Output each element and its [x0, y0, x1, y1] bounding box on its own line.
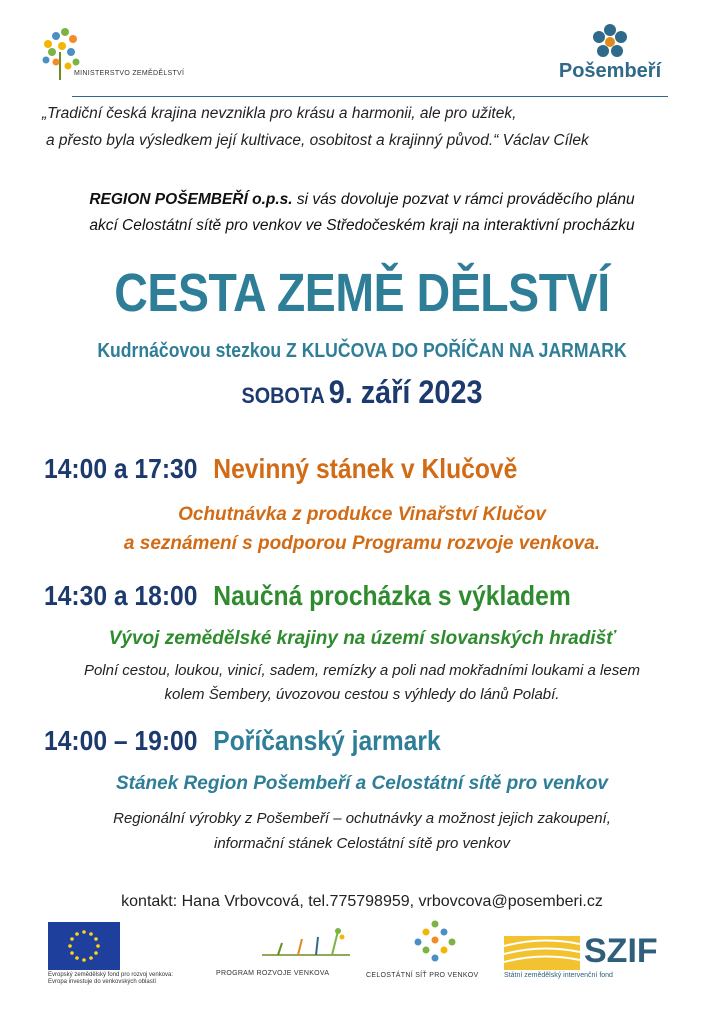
quote-line-1: „Tradiční česká krajina nevznikla pro krásu a harmonii, ale pro užitek, — [42, 105, 517, 122]
invitation-text: si vás dovoluje pozvat v rámci prováděcího plánu — [292, 191, 635, 208]
header-divider — [72, 96, 668, 97]
szif-label: SZIF — [584, 932, 658, 970]
event-time: 14:30 a 18:00 — [44, 580, 198, 611]
contact-info: kontakt: Hana Vrbovcová, tel.775798959, vrbovcova@posemberi.cz — [121, 893, 603, 910]
event-date — [36, 374, 688, 411]
event-3-description-2: informační stánek Celostátní sítě pro venkov — [214, 835, 510, 852]
event-title: Poříčanský jarmark — [213, 725, 441, 756]
ministry-label: MINISTERSTVO ZEMĚDĚLSTVÍ — [74, 70, 185, 77]
posemberi-label: Pošembeří — [558, 60, 662, 82]
event-2-description-2: kolem Šembery, úvozovou cestou s výhledy do lánů Polabí. — [164, 686, 560, 703]
eu-caption-line-2: Evropa investuje do venkovských oblastí — [48, 979, 157, 985]
event-title: Nevinný stánek v Klučově — [213, 453, 518, 484]
eu-caption-line-1: Evropský zemědělský fond pro rozvoj venkova: — [48, 972, 174, 978]
event-1-subtitle-2: a seznámení s podporou Programu rozvoje venkova. — [123, 533, 601, 554]
weekday: SOBOTA — [241, 383, 325, 408]
rural-development-program-logo — [258, 925, 354, 963]
event-time: 14:00 a 17:30 — [44, 453, 198, 484]
event-time: 14:00 – 19:00 — [44, 725, 198, 756]
main-title: CESTA ZEMĚ DĚLSTVÍ — [114, 263, 610, 323]
event-2-description-1: Polní cestou, loukou, vinicí, sadem, remízky a poli nad mokřadními loukami a lesem — [83, 662, 641, 679]
posemberi-logo — [540, 24, 680, 88]
quote-line-2: a přesto byla výsledkem její kultivace, osobitost a krajinný původ.“ Václav Cílek — [46, 132, 589, 149]
event-3-subtitle: Stánek Region Pošembeří a Celostátní sítě pro venkov — [115, 773, 609, 794]
flower-icon — [592, 24, 628, 60]
event-1-subtitle-1: Ochutnávka z produkce Vinařství Klučov — [178, 504, 546, 525]
organizer-name: REGION POŠEMBEŘÍ o.p.s. — [89, 191, 293, 208]
event-2-subtitle: Vývoj zemědělské krajiny na území slovanských hradišť — [108, 628, 616, 649]
invitation-line-2: akcí Celostátní sítě pro venkov ve Středočeském kraji na interaktivní procházku — [89, 217, 635, 234]
ministry-tree-logo — [38, 22, 208, 88]
szif-caption: Státní zemědělský intervenční fond — [504, 972, 613, 979]
szif-emblem — [504, 936, 580, 970]
invitation-line-1 — [0, 191, 724, 209]
date: 9. září 2023 — [328, 374, 483, 410]
event-title: Naučná procházka s výkladem — [213, 580, 571, 611]
rural-development-program-caption: PROGRAM ROZVOJE VENKOVA — [216, 970, 330, 977]
event-3-description-1: Regionální výrobky z Pošembeří – ochutnávky a možnost jejich zakoupení, — [113, 810, 611, 827]
national-rural-network-caption: CELOSTÁTNÍ SÍŤ PRO VENKOV — [366, 972, 479, 979]
event-1-heading — [44, 453, 517, 485]
event-3-heading — [44, 725, 441, 757]
eu-caption — [48, 972, 173, 986]
event-2-heading — [44, 580, 571, 612]
eu-flag-icon — [48, 922, 120, 970]
subtitle: Kudrnáčovou stezkou Z KLUČOVA DO POŘÍČAN NA JARMARK — [97, 340, 627, 362]
national-rural-network-logo — [406, 918, 464, 968]
